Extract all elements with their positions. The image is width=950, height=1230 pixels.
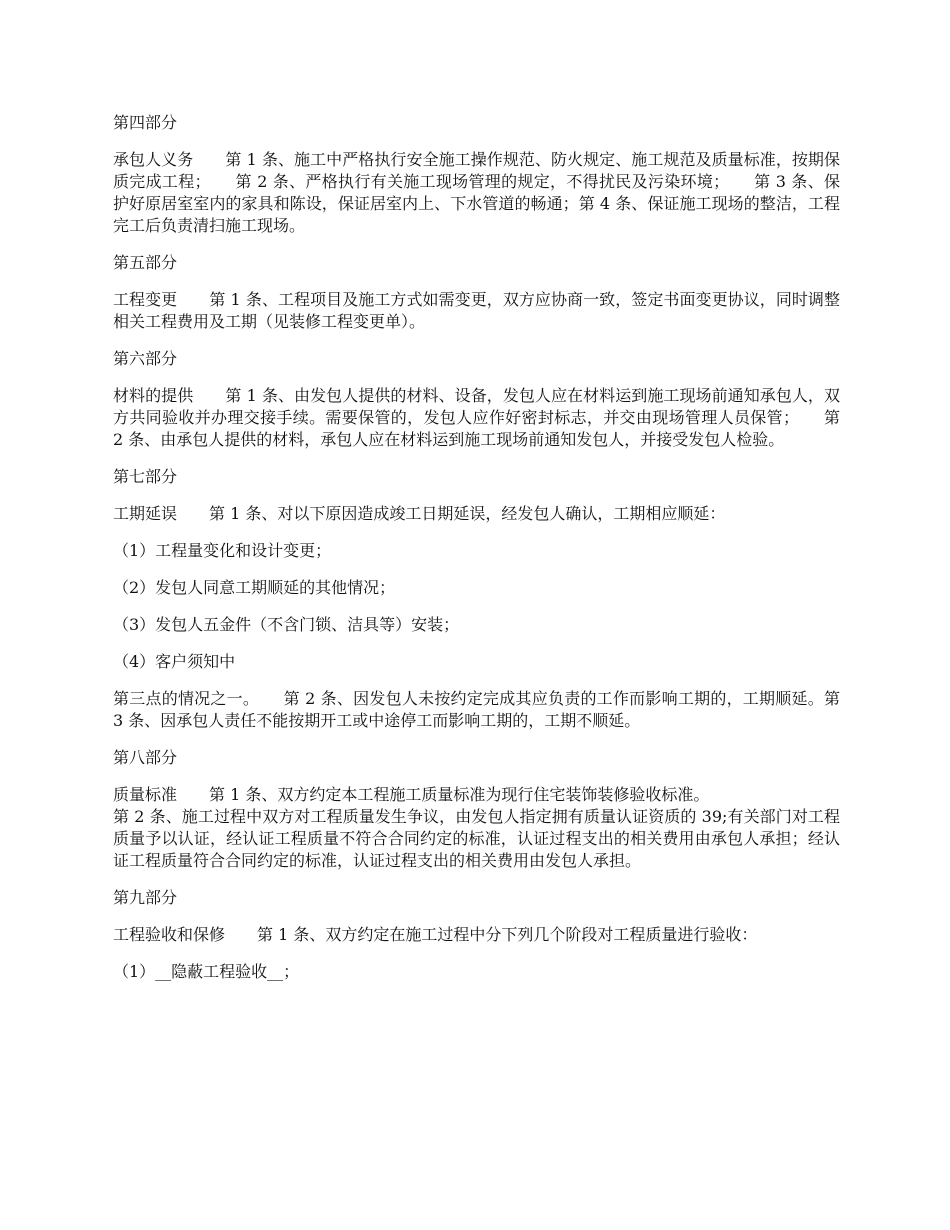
- list-item-delay-4: （4）客户须知中: [113, 652, 236, 671]
- paragraph-schedule-delay: 工期延误 第 1 条、对以下原因造成竣工日期延误，经发包人确认，工期相应顺延：: [113, 504, 726, 523]
- paragraph-quality-standard: 质量标准 第 1 条、双方约定本工程施工质量标准为现行住宅装饰装修验收标准。: [113, 785, 710, 804]
- section-heading-9: 第九部分: [113, 888, 178, 907]
- paragraph-project-changes: 工程变更 第 1 条、工程项目及施工方式如需变更，双方应协商一致，签定书面变更协议，同时调整相关工程费用及工期（见装修工程变更单）。: [113, 290, 840, 331]
- section-heading-6: 第六部分: [113, 349, 178, 368]
- paragraph-quality-dispute: 第 2 条、施工过程中双方对工程质量发生争议，由发包人指定拥有质量认证资质的 39;有关部门对工程质量予以认证，经认证工程质量不符合合同约定的标准，认证过程支出的相关费用由承包人承担；经认证工程质量符合合同约定的标准，认证过程支出的相关费用由发包人承担。: [113, 807, 840, 870]
- section-heading-5: 第五部分: [113, 253, 178, 272]
- list-item-delay-3: （3）发包人五金件（不含门锁、洁具等）安装；: [113, 615, 460, 634]
- list-item-delay-2: （2）发包人同意工期顺延的其他情况；: [113, 578, 396, 597]
- paragraph-delay-continued: 第三点的情况之一。 第 2 条、因发包人未按约定完成其应负责的工作而影响工期的，工期顺延。第 3 条、因承包人责任不能按期开工或中途停工而影响工期的，工期不顺延。: [113, 689, 840, 730]
- list-item-acceptance-1: （1）__隐蔽工程验收__；: [113, 962, 300, 981]
- document-body: [113, 112, 840, 998]
- paragraph-acceptance-warranty: 工程验收和保修 第 1 条、双方约定在施工过程中分下列几个阶段对工程质量进行验收：: [113, 925, 758, 944]
- list-item-delay-1: （1）工程量变化和设计变更；: [113, 541, 332, 560]
- paragraph-material-supply: 材料的提供 第 1 条、由发包人提供的材料、设备，发包人应在材料运到施工现场前通知承包人，双方共同验收并办理交接手续。需要保管的，发包人应作好密封标志，并交由现场管理人员保管； 第 2 条、由承包人提供的材料，承包人应在材料运到施工现场前通知发包人，并接受发包人检验。: [113, 386, 840, 449]
- paragraph-contractor-obligations: 承包人义务 第 1 条、施工中严格执行安全施工操作规范、防火规定、施工规范及质量标准，按期保质完成工程； 第 2 条、严格执行有关施工现场管理的规定，不得扰民及污染环境； 第 3 条、保护好原居室室内的家具和陈设，保证居室内上、下水管道的畅通；第 4 条、保证施工现场的整洁，工程完工后负责清扫施工现场。: [113, 150, 840, 235]
- section-heading-8: 第八部分: [113, 748, 178, 767]
- section-heading-4: 第四部分: [113, 113, 178, 132]
- section-heading-7: 第七部分: [113, 467, 178, 486]
